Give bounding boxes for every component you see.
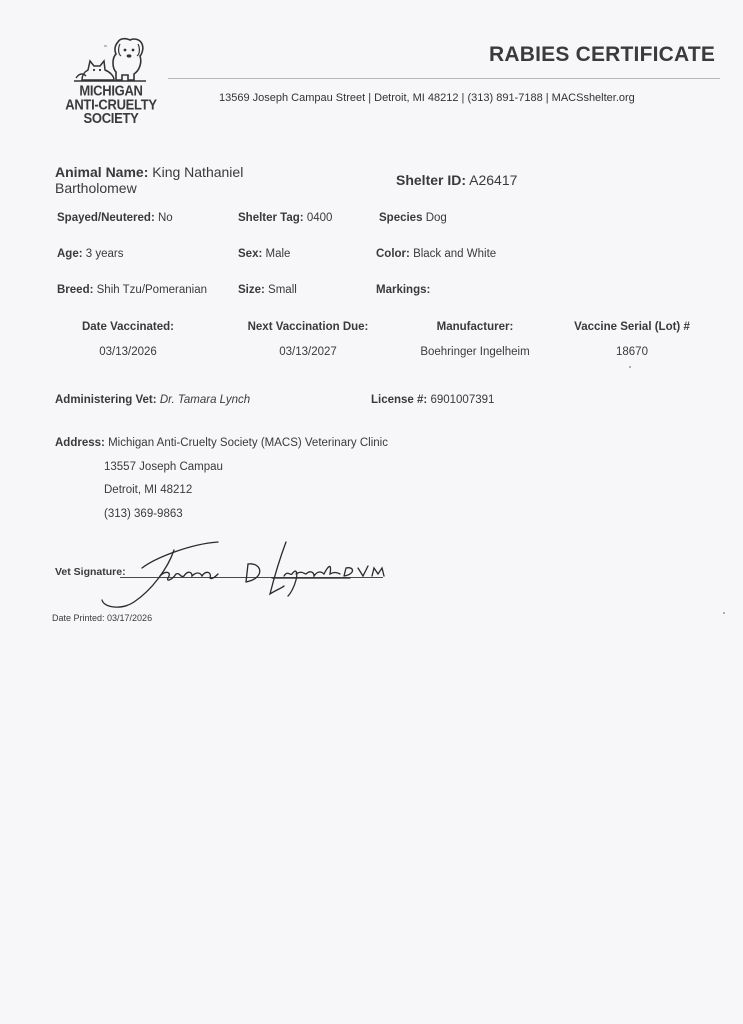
shelter-id-field (396, 172, 517, 188)
address-line: 13557 Joseph Campau (104, 460, 223, 473)
vaccine-col-value: 03/13/2026 (99, 346, 157, 358)
vaccine-col-value: Boehringer Ingelheim (420, 346, 530, 358)
breed-label: Breed: (57, 284, 94, 296)
logo-line-1: MICHIGAN (79, 81, 143, 99)
vaccine-col-header: Manufacturer: (436, 321, 514, 333)
shelter-id-label: Shelter ID: (396, 172, 467, 188)
shelter-contact-line: 13569 Joseph Campau Street | Detroit, MI 48212 | (313) 891-7188 | MACSshelter.org (219, 92, 635, 104)
administering-vet-value: Dr. Tamara Lynch (159, 394, 251, 406)
address-line: (313) 369-9863 (104, 507, 183, 520)
address-line: Michigan Anti-Cruelty Society (MACS) Veterinary Clinic (108, 437, 388, 449)
address-label: Address: (55, 437, 105, 449)
license-field (371, 394, 494, 406)
logo-wordmark (60, 81, 162, 127)
vaccine-col-header: Next Vaccination Due: (247, 321, 369, 333)
macs-logo (60, 36, 170, 128)
administering-vet-field (55, 394, 250, 406)
logo-line-2: ANTI-CRUELTY (65, 95, 157, 113)
shelter-tag-value: 0400 (306, 212, 333, 224)
document-title: RABIES CERTIFICATE (489, 43, 716, 66)
address-line: Detroit, MI 48212 (104, 484, 193, 496)
color-value: Black and White (413, 248, 497, 260)
logo-line-3: SOCIETY (83, 109, 139, 127)
species-field (379, 212, 447, 224)
license-label: License #: (371, 394, 428, 406)
date-printed: Date Printed: 03/17/2026 (52, 613, 153, 623)
age-label: Age: (57, 248, 83, 260)
spayed-field (57, 212, 173, 224)
vaccine-col-value: 03/13/2027 (279, 346, 337, 358)
dog-cat-logo-icon (74, 36, 154, 84)
scan-speck (629, 366, 631, 368)
animal-name-label: Animal Name: (55, 164, 149, 180)
age-value: 3 years (85, 248, 124, 260)
vaccine-col-header: Vaccine Serial (Lot) # (574, 321, 690, 333)
license-value: 6901007391 (430, 394, 495, 406)
animal-name-value: King Nathaniel Bartholomew (55, 164, 244, 196)
sex-field (238, 248, 290, 260)
vet-handwritten-signature (100, 528, 400, 618)
age-field (57, 248, 123, 260)
administering-vet-label: Administering Vet: (55, 394, 157, 406)
species-value: Dog (425, 212, 447, 224)
size-label: Size: (238, 284, 265, 296)
color-label: Color: (376, 248, 410, 260)
scan-speck (723, 612, 725, 614)
sex-value: Male (265, 248, 291, 260)
sex-label: Sex: (238, 248, 263, 260)
spayed-label: Spayed/Neutered: (57, 212, 155, 224)
species-label: Species (379, 212, 423, 224)
size-value: Small (268, 284, 297, 296)
markings-label: Markings: (376, 284, 431, 296)
shelter-id-value: A26417 (469, 172, 518, 188)
size-field (238, 284, 297, 296)
color-field (376, 248, 496, 260)
vet-signature-label: Vet Signature: (55, 566, 126, 578)
spayed-value: No (157, 212, 173, 224)
markings-field (376, 284, 430, 296)
header-divider (168, 78, 720, 79)
breed-value: Shih Tzu/Pomeranian (96, 284, 208, 296)
vaccine-col-value: 18670 (616, 346, 648, 358)
shelter-tag-field (238, 212, 332, 224)
breed-field (57, 284, 207, 296)
clinic-address-block (55, 432, 388, 526)
shelter-tag-label: Shelter Tag: (238, 212, 304, 224)
animal-name-field (55, 164, 285, 196)
vaccine-col-header: Date Vaccinated: (81, 321, 175, 333)
